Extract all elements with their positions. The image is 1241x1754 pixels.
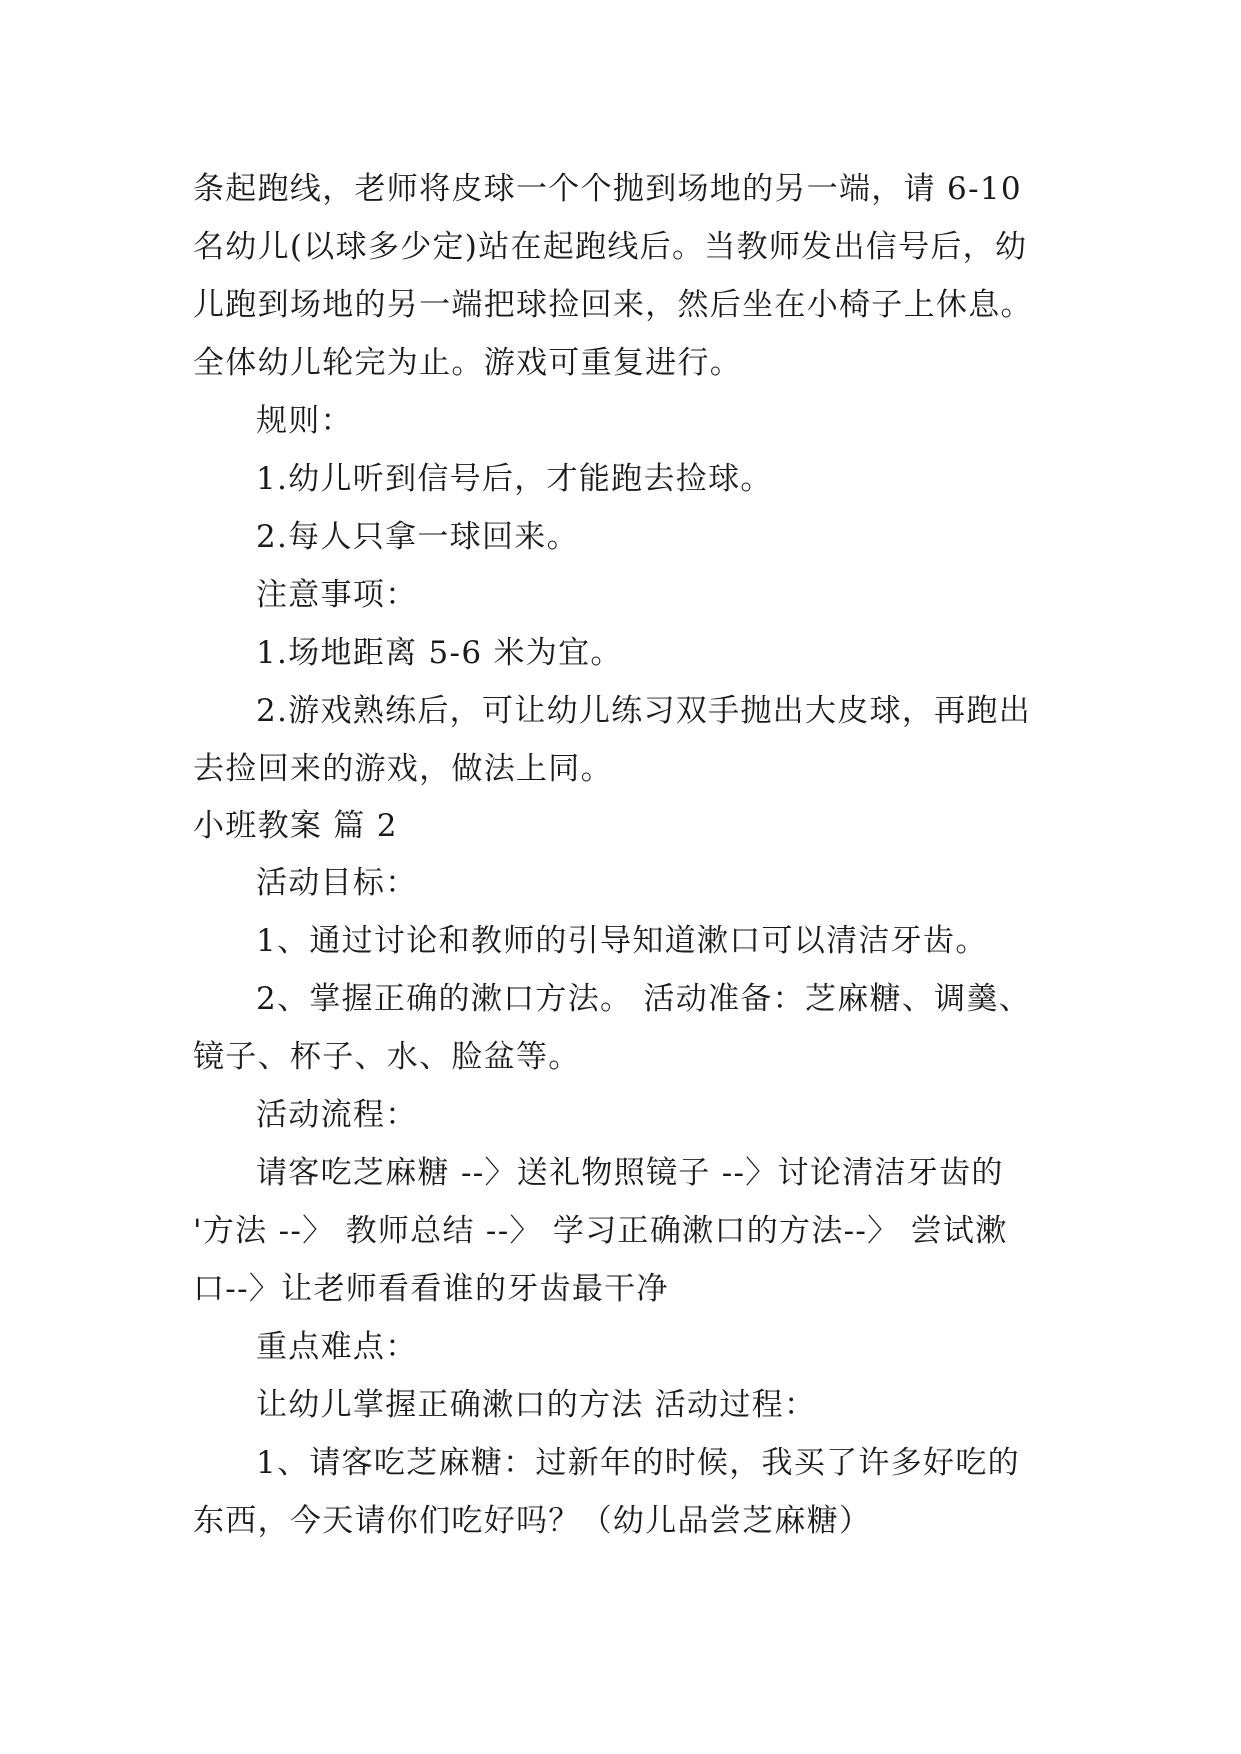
- paragraph-line: 让幼儿掌握正确漱口的方法 活动过程：: [256, 1387, 817, 1423]
- paragraph-line: 东西，今天请你们吃好吗？（幼儿品尝芝麻糖）: [193, 1503, 872, 1539]
- flow-line: '方法 --〉 教师总结 --〉 学习正确漱口的方法--〉 尝试漱: [193, 1213, 1008, 1249]
- note-item: 2.游戏熟练后，可让幼儿练习双手抛出大皮球，再跑出: [256, 693, 1032, 729]
- section-heading: 小班教案 篇 2: [193, 808, 398, 844]
- goal-item: 1、通过讨论和教师的引导知道漱口可以清洁牙齿。: [256, 923, 988, 959]
- paragraph-line: 去捡回来的游戏，做法上同。: [193, 751, 613, 787]
- paragraph-line: 名幼儿(以球多少定)站在起跑线后。当教师发出信号后，幼: [193, 229, 1028, 265]
- paragraph-line: 镜子、杯子、水、脸盆等。: [193, 1039, 581, 1075]
- paragraph-line: 儿跑到场地的另一端把球捡回来，然后坐在小椅子上休息。: [193, 287, 1033, 323]
- note-item: 1.场地距离 5-6 米为宜。: [256, 635, 623, 671]
- flow-line: 口--〉让老师看看谁的牙齿最干净: [193, 1271, 669, 1307]
- section-label-notes: 注意事项：: [256, 577, 418, 613]
- document-body: [193, 160, 1083, 1550]
- section-label-key-points: 重点难点：: [256, 1329, 418, 1365]
- rule-item: 1.幼儿听到信号后，才能跑去捡球。: [256, 461, 773, 497]
- rule-item: 2.每人只拿一球回来。: [256, 519, 579, 555]
- process-item: 1、请客吃芝麻糖：过新年的时候，我买了许多好吃的: [256, 1445, 1020, 1481]
- paragraph-line: 全体幼儿轮完为止。游戏可重复进行。: [193, 345, 743, 381]
- section-label-flow: 活动流程：: [256, 1097, 418, 1133]
- goal-item: 2、掌握正确的漱口方法。 活动准备：芝麻糖、调羹、: [256, 981, 1032, 1017]
- section-label-goals: 活动目标：: [256, 865, 418, 901]
- flow-line: 请客吃芝麻糖 --〉送礼物照镜子 --〉讨论清洁牙齿的: [256, 1155, 1004, 1191]
- paragraph-line: 条起跑线，老师将皮球一个个抛到场地的另一端，请 6-10: [193, 171, 1022, 207]
- section-label-rules: 规则：: [256, 403, 353, 439]
